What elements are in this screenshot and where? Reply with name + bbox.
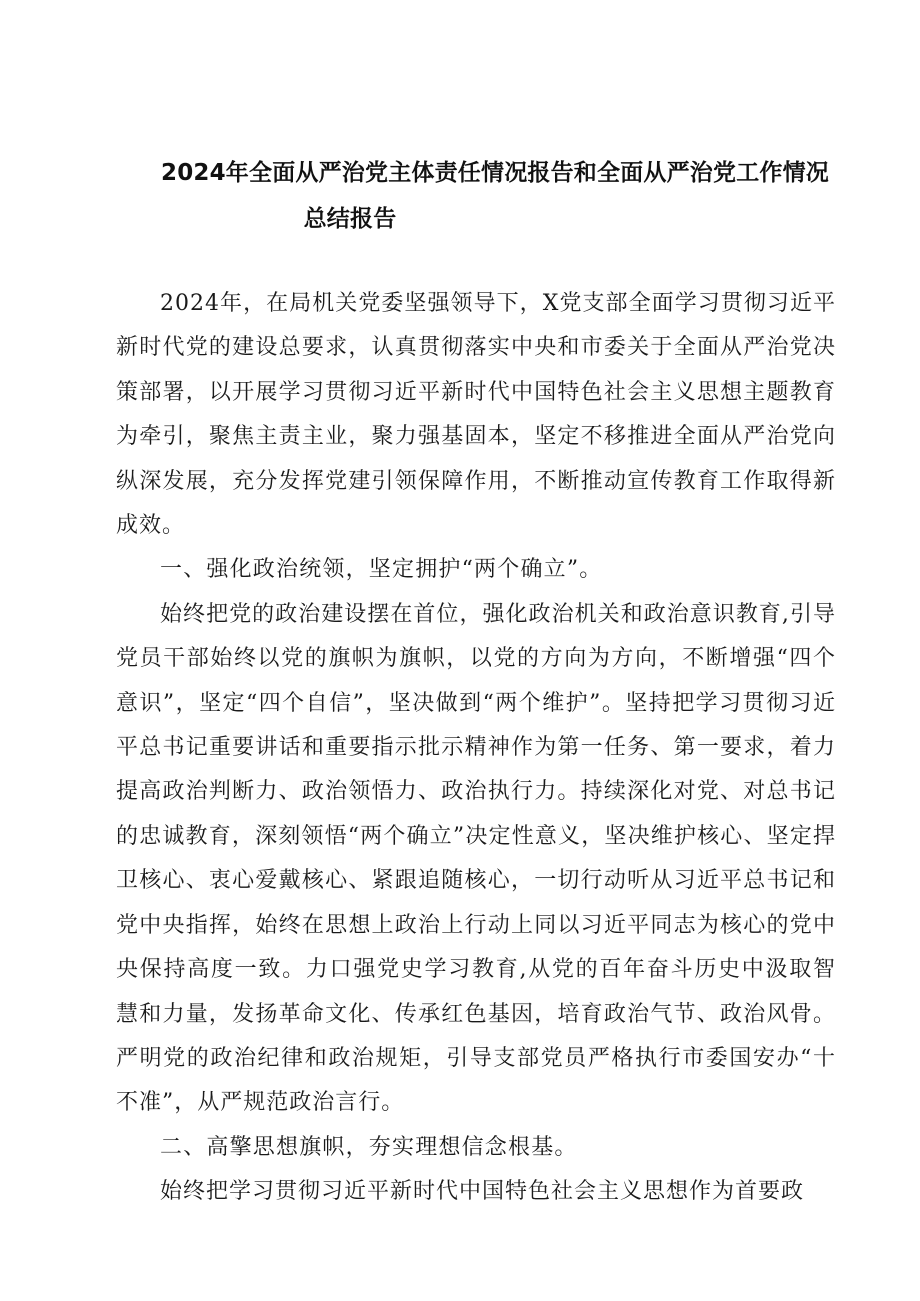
document-body: [116, 282, 836, 1215]
document-title-line-1: 2024年全面从严治党主体责任情况报告和全面从严治党工作情况: [160, 160, 829, 186]
section-2-paragraph: 始终把学习贯彻习近平新时代中国特色社会主义思想作为首要政: [160, 1179, 805, 1205]
intro-paragraph: 2024年，在局机关党委坚强领导下，X党支部全面学习贯彻习近平新时代党的建设总要求，认真贯彻落实中央和市委关于全面从严治党决策部署，以开展学习贯彻习近平新时代中国特色社会主义思想主题教育为牵引，聚焦主责主业，聚力强基固本，坚定不移推进全面从严治党向纵深发展，充分发挥党建引领保障作用，不断推动宣传教育工作取得新成效。: [116, 291, 836, 539]
document-title-line-2: 总结报告: [303, 206, 397, 232]
section-heading-2: 二、高擎思想旗帜，夯实理想信念根基。: [160, 1134, 578, 1160]
section-heading-1: 一、强化政治统领，坚定拥护“两个确立”。: [160, 557, 603, 583]
section-1-paragraph: 始终把党的政治建设摆在首位，强化政治机关和政治意识教育,引导党员干部始终以党的旗帜为旗帜，以党的方向为方向，不断增强“四个意识”，坚定“四个自信”，坚决做到“两个维护”。坚持把学习贯彻习近平总书记重要讲话和重要指示批示精神作为第一任务、第一要求，着力提高政治判断力、政治领悟力、政治执行力。持续深化对党、对总书记的忠诚教育，深刻领悟“两个确立”决定性意义，坚决维护核心、坚定捍卫核心、衷心爱戴核心、紧跟追随核心，一切行动听从习近平总书记和党中央指挥，始终在思想上政治上行动上同以习近平同志为核心的党中央保持高度一致。力口强党史学习教育,从党的百年奋斗历史中汲取智慧和力量，发扬革命文化、传承红色基因，培育政治气节、政治风骨。严明党的政治纪律和政治规矩，引导支部党员严格执行市委国安办“十不准”，从严规范政治言行。: [116, 601, 836, 1116]
